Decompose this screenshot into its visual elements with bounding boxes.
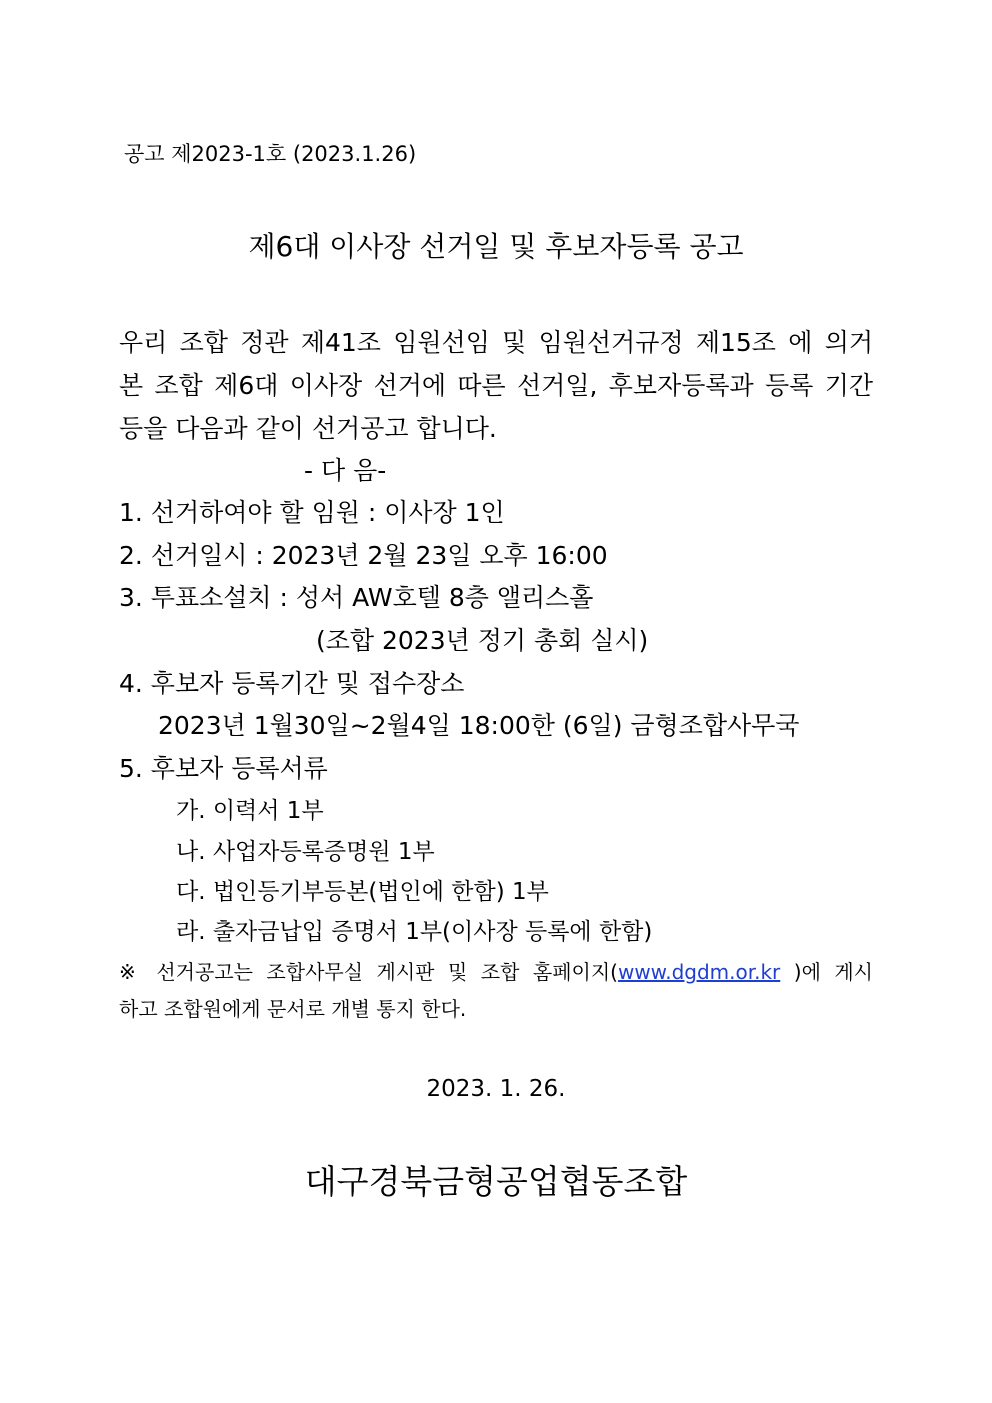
document-item-2: 나. 사업자등록증명원 1부 [176,839,435,865]
list-item-2: 2. 선거일시 : 2023년 2월 23일 오후 16:00 [119,541,608,570]
list-item-3: 3. 투표소설치 : 성서 AW호텔 8층 앨리스홀 [119,583,594,612]
document-item-3: 다. 법인등기부등본(법인에 한함) 1부 [176,879,549,905]
document-item-1: 가. 이력서 1부 [176,798,324,824]
page-title: 제6대 이사장 선거일 및 후보자등록 공고 [248,230,744,263]
list-item-4: 4. 후보자 등록기간 및 접수장소 [119,669,465,698]
homepage-link[interactable]: www.dgdm.or.kr [617,960,781,984]
intro-line-3: 등을 다음과 같이 선거공고 합니다. [119,414,497,443]
notice-date: 2023. 1. 26. [426,1076,566,1102]
intro-line-1: 우리 조합 정관 제41조 임원선임 및 임원선거규정 제15조 에 의거 [119,328,873,357]
list-item-3-sub: (조합 2023년 정기 총회 실시) [316,626,649,655]
note-text-before-link: ※ 선거공고는 조합사무실 게시판 및 조합 홈페이지( [119,960,618,984]
list-item-1: 1. 선거하여야 할 임원 : 이사장 1인 [119,498,505,527]
intro-line-2: 본 조합 제6대 이사장 선거에 따른 선거일, 후보자등록과 등록 기간 [119,371,873,400]
notice-note-line-2: 하고 조합원에게 문서로 개별 통지 한다. [119,997,467,1021]
notice-number: 공고 제2023-1호 (2023.1.26) [124,142,417,166]
section-heading: - 다 음- [304,456,387,485]
list-item-4-sub: 2023년 1월30일~2월4일 18:00한 (6일) 금형조합사무국 [158,711,800,740]
organization-name: 대구경북금형공업협동조합 [304,1162,688,1201]
list-item-5: 5. 후보자 등록서류 [119,754,328,783]
note-text-after-link: )에 게시 [780,960,874,984]
document-item-4: 라. 출자금납입 증명서 1부(이사장 등록에 한함) [176,919,653,945]
notice-note-line-1 [119,962,873,982]
